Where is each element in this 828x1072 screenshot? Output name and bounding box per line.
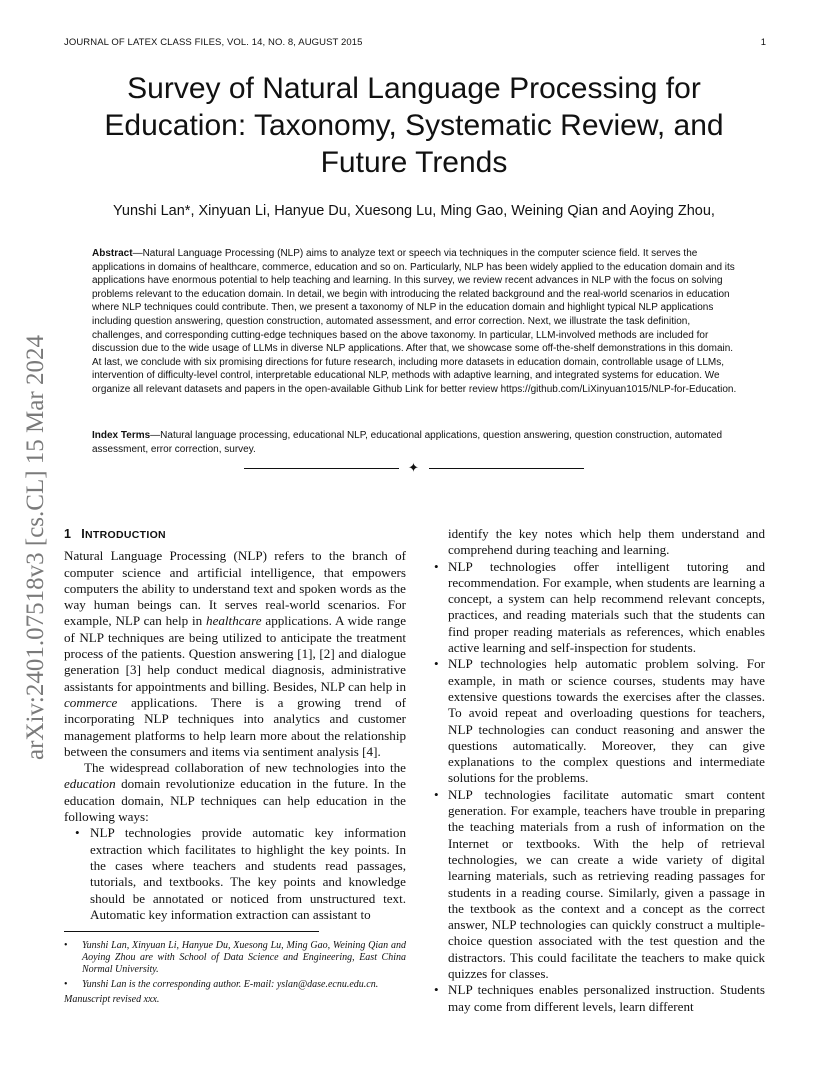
abstract-text: —Natural Language Processing (NLP) aims to analyze text or speech via techniques in the computer science field. It serves the applications in domains of healthcare, commerce, education and so on. Particularly, NLP has been widely applied to the education domain and its applications have enormous potential to help teaching and learning. In this survey, we review recent advances in NLP with the focus on solving problems relevant to the education domain. In detail, we begin with introducing the related background and the real-world scenarios in education where NLP techniques could contribute. Then, we present a taxonomy of NLP in the education domain and highlight typical NLP applications including question answering, question construction, automated assessment, and error correction. Next, we illustrate the task definition, challenges, and corresponding cutting-edge techniques based on the above taxonomy. In particular, LLM-involved methods are included for discussion due to the wide usage of LLMs in diverse NLP applications. After that, we showcase some off-the-shelf demonstrations in this domain. At last, we conclude with six promising directions for future research, including more datasets in education domain, controllable usage of LLMs, intervention of difficulty-level control, interpretable educational NLP, methods with adaptive learning, and integrated systems for education. We organize all relevant datasets and papers in the open-available Github Link for better review https://github.com/LiXinyuan1015/NLP-for-Education. <box>92 248 737 395</box>
left-column <box>64 526 406 923</box>
section-separator <box>244 462 584 474</box>
text-run: applications. A wide range of NLP techniques are being utilized to anticipate the treatment process of the patients. Question answering [1], [2] and dialogue generation [3] help conduct medical diagnosis, administrative assistants for appointments and billing. Besides, NLP can help in <box>64 613 406 694</box>
section-title-initial: I <box>81 527 86 541</box>
paragraph: identify the key notes which help them understand and comprehend during teaching and learning. <box>448 526 765 558</box>
page-number: 1 <box>760 37 766 48</box>
separator-line-left <box>244 468 399 469</box>
section-title-rest: NTRODUCTION <box>85 529 166 541</box>
footnotes <box>64 940 406 1006</box>
text-run: applications. There is a growing trend of incorporating NLP techniques into analytics and customer management platforms to help learn more about the relationship between the consumers and items via sentiment analysis [4]. <box>64 694 406 759</box>
bullet-list <box>424 559 765 1015</box>
section-number: 1 <box>64 527 72 541</box>
footnote-rule <box>64 931 319 932</box>
paragraph <box>64 548 406 760</box>
right-column <box>424 526 765 1015</box>
index-terms <box>92 429 740 456</box>
arxiv-identifier-stamp: arXiv:2401.07518v3 [cs.CL] 15 Mar 2024 <box>22 335 49 760</box>
index-terms-text: —Natural language processing, educational NLP, educational applications, question answering, question construction, automated assessment, error correction, survey. <box>92 430 723 455</box>
separator-diamond-icon: ✦ <box>408 460 419 475</box>
emphasis: education <box>64 776 116 792</box>
list-item: • NLP technologies provide automatic key information extraction which facilitates to highlight the key points. In the cases where teachers and students read passages, tutorials, and textbooks. The key points and knowledge should be annotated or noticed from unstructured text. Automatic key information extraction can assistant to <box>64 825 406 923</box>
footnote: • Yunshi Lan, Xinyuan Li, Hanyue Du, Xuesong Lu, Ming Gao, Weining Qian and Aoying Zhou are with School of Data Science and Engineering, East China Normal University. <box>64 940 406 976</box>
footnote: • Yunshi Lan is the corresponding author. E-mail: yslan@dase.ecnu.edu.cn. <box>64 979 406 991</box>
author-list: Yunshi Lan*, Xinyuan Li, Hanyue Du, Xuesong Lu, Ming Gao, Weining Qian and Aoying Zhou, <box>113 203 715 219</box>
list-item: • NLP techniques enables personalized instruction. Students may come from different levels, learn different <box>424 982 765 1015</box>
list-item: • NLP technologies help automatic problem solving. For example, in math or science courses, students may have extensive questions towards the exercises after the classes. To avoid repeat and overloading questions for teachers, NLP technologies can conduct reasoning and answer the questions automatically. Moreover, they can give explanations to the complex questions and intermediate solutions for the problems. <box>424 656 765 786</box>
list-item: • NLP technologies offer intelligent tutoring and recommendation. For example, when students are learning a concept, a system can help recommend relevant concepts, practices, and reading materials such that the students can find proper reading materials as references, which enables active learning and self-inspection for students. <box>424 559 765 657</box>
title-line: Education: Taxonomy, Systematic Review, and <box>104 109 724 142</box>
abstract <box>92 247 740 397</box>
emphasis: healthcare <box>206 613 262 629</box>
title-line: Survey of Natural Language Processing for <box>127 72 701 105</box>
separator-line-right <box>429 468 584 469</box>
paper-title <box>40 70 788 181</box>
emphasis: commerce <box>64 694 118 710</box>
title-line: Future Trends <box>320 146 508 179</box>
list-item: • NLP technologies facilitate automatic smart content generation. For example, teachers have trouble in preparing the teaching materials from a rush of information on the Internet or textbooks. With the help of retrieval technologies, we can create a wide variety of digital learning materials, such as retrieving reading passages for students in a reading course. Similarly, given a passage in the textbook as the context and a concept as the correct answer, NLP technologies can quickly construct a multiple-choice question associated with the test question and the distractors. This could facilitate the teachers to make quick quizzes for classes. <box>424 787 765 983</box>
text-run: Natural Language Processing (NLP) refers to the branch of computer science and artificial intelligence, that empowers computers the ability to understand text and spoken words as the way human beings can. It serves real-world scenarios. For example, NLP can help in <box>64 548 406 629</box>
index-terms-label: Index Terms <box>92 430 151 441</box>
bullet-list <box>64 825 406 923</box>
manuscript-note: Manuscript revised xxx. <box>64 994 160 1005</box>
section-heading <box>64 526 406 543</box>
text-run: The widespread collaboration of new technologies into the <box>84 760 406 776</box>
running-header: JOURNAL OF LATEX CLASS FILES, VOL. 14, NO. 8, AUGUST 2015 <box>64 37 363 48</box>
text-run: domain revolutionize education in the future. In the education domain, NLP techniques can help education in the following ways: <box>64 776 406 825</box>
paragraph <box>64 760 406 825</box>
abstract-label: Abstract <box>92 248 133 259</box>
